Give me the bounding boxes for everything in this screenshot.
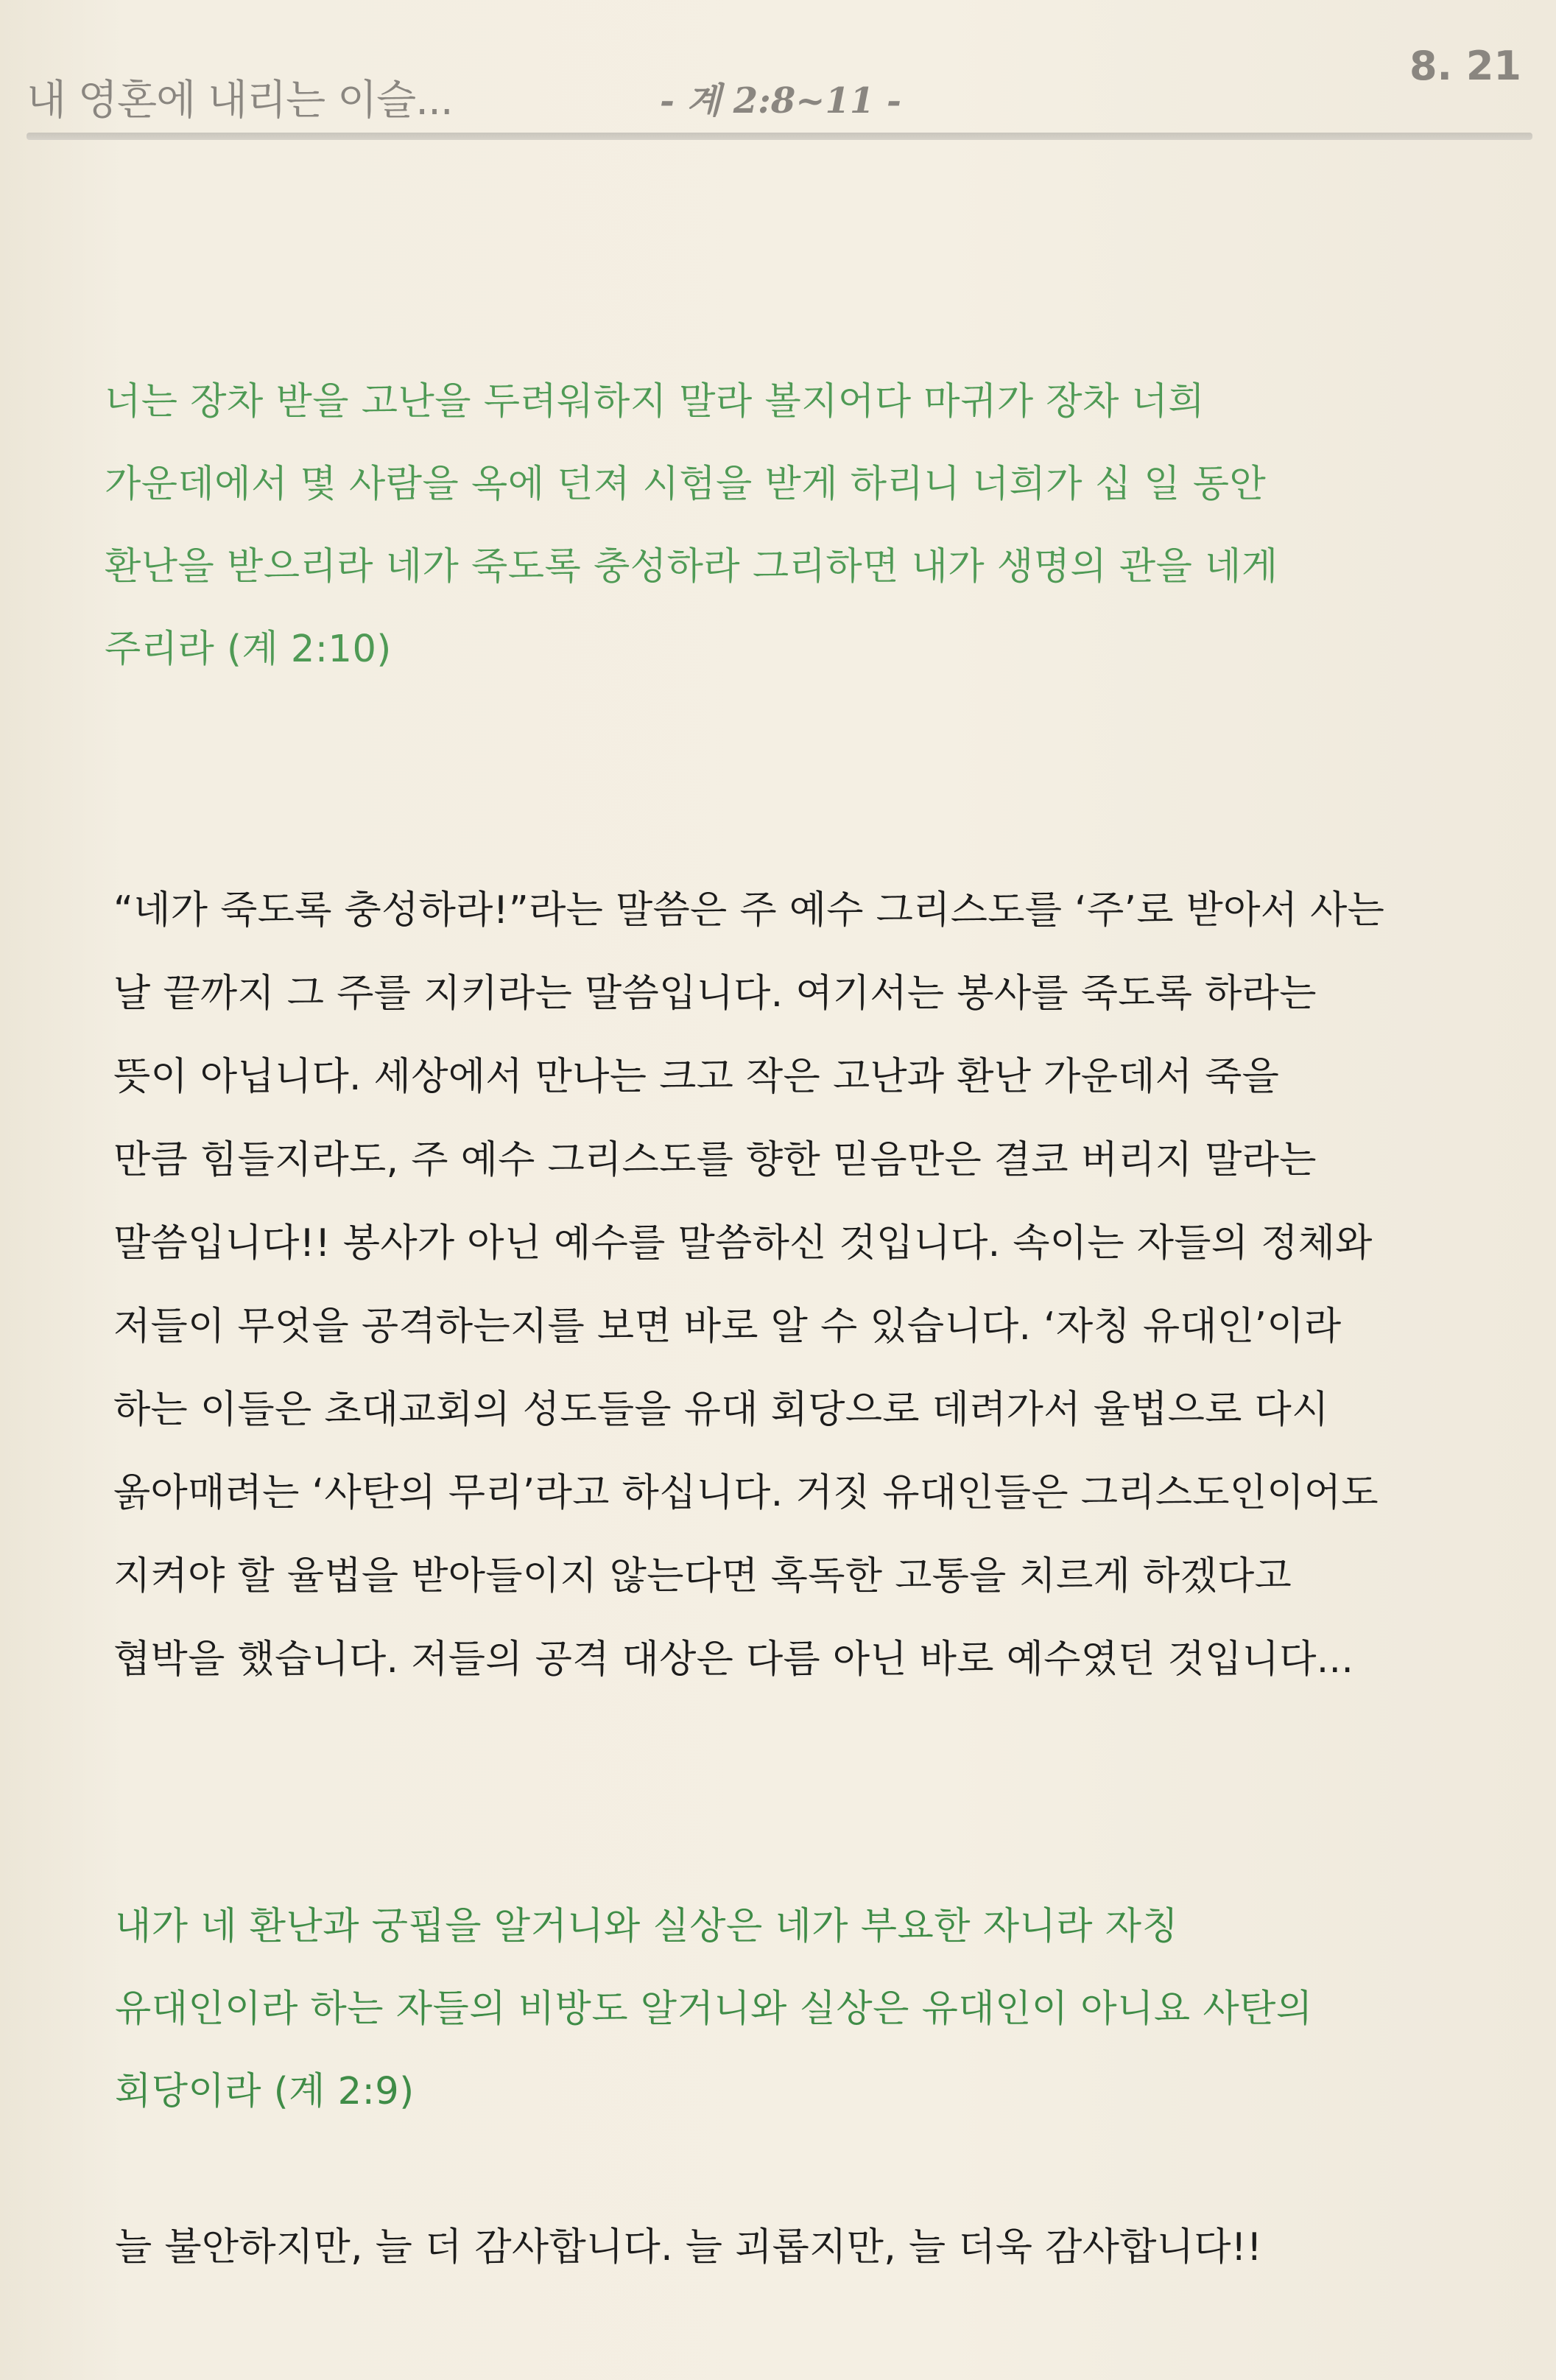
body-line: 뜻이 아닙니다. 세상에서 만나는 크고 작은 고난과 환난 가운데서 죽을	[113, 1055, 1280, 1099]
verse-line: 환난을 받으리라 네가 죽도록 충성하라 그리하면 내가 생명의 관을 네게	[105, 545, 1278, 589]
scripture-verse-bottom	[115, 1886, 1485, 2133]
body-line: 만큼 힘들지라도, 주 예수 그리스도를 향한 믿음만은 결코 버리지 말라는	[113, 1138, 1317, 1182]
scripture-range: - 계 2:8~11 -	[660, 80, 901, 122]
closing-line: 늘 불안하지만, 늘 더 감사합니다. 늘 괴롭지만, 늘 더욱 감사합니다!!	[115, 2225, 1263, 2270]
book-title: 내 영혼에 내리는 이슬...	[27, 77, 453, 124]
page-date: 8. 21	[1409, 43, 1521, 89]
body-line: 날 끝까지 그 주를 지키라는 말씀입니다. 여기서는 봉사를 죽도록 하라는	[113, 972, 1317, 1016]
body-line: 협박을 했습니다. 저들의 공격 대상은 다름 아닌 바로 예수였던 것입니다...	[113, 1637, 1354, 1682]
header-divider	[27, 133, 1532, 140]
scripture-verse-top	[105, 361, 1430, 691]
devotional-body	[113, 869, 1461, 1702]
body-line: 저들이 무엇을 공격하는지를 보면 바로 알 수 있습니다. ‘자칭 유대인’이라	[113, 1305, 1342, 1349]
verse-line: 회당이라 (계 2:9)	[115, 2070, 415, 2113]
page-header	[27, 29, 1536, 140]
body-line: 지켜야 할 율법을 받아들이지 않는다면 혹독한 고통을 치르게 하겠다고	[113, 1554, 1292, 1598]
body-line: “네가 죽도록 충성하라!”라는 말씀은 주 예수 그리스도를 ‘주’로 받아서 사는	[113, 888, 1385, 933]
verse-line: 주리라 (계 2:10)	[105, 628, 392, 671]
body-line: 말씀입니다!! 봉사가 아닌 예수를 말씀하신 것입니다. 속이는 자들의 정체와	[113, 1221, 1373, 1266]
verse-line: 내가 네 환난과 궁핍을 알거니와 실상은 네가 부요한 자니라 자칭	[115, 1905, 1179, 1948]
verse-line: 유대인이라 하는 자들의 비방도 알거니와 실상은 유대인이 아니요 사탄의	[115, 1987, 1313, 2031]
verse-line: 너는 장차 받을 고난을 두려워하지 말라 볼지어다 마귀가 장차 너희	[105, 380, 1205, 424]
verse-line: 가운데에서 몇 사람을 옥에 던져 시험을 받게 하리니 너희가 십 일 동안	[105, 463, 1267, 506]
body-line: 하는 이들은 초대교회의 성도들을 유대 회당으로 데려가서 율법으로 다시	[113, 1388, 1329, 1432]
body-line: 옭아매려는 ‘사탄의 무리’라고 하십니다. 거짓 유대인들은 그리스도인이어도	[113, 1471, 1379, 1515]
